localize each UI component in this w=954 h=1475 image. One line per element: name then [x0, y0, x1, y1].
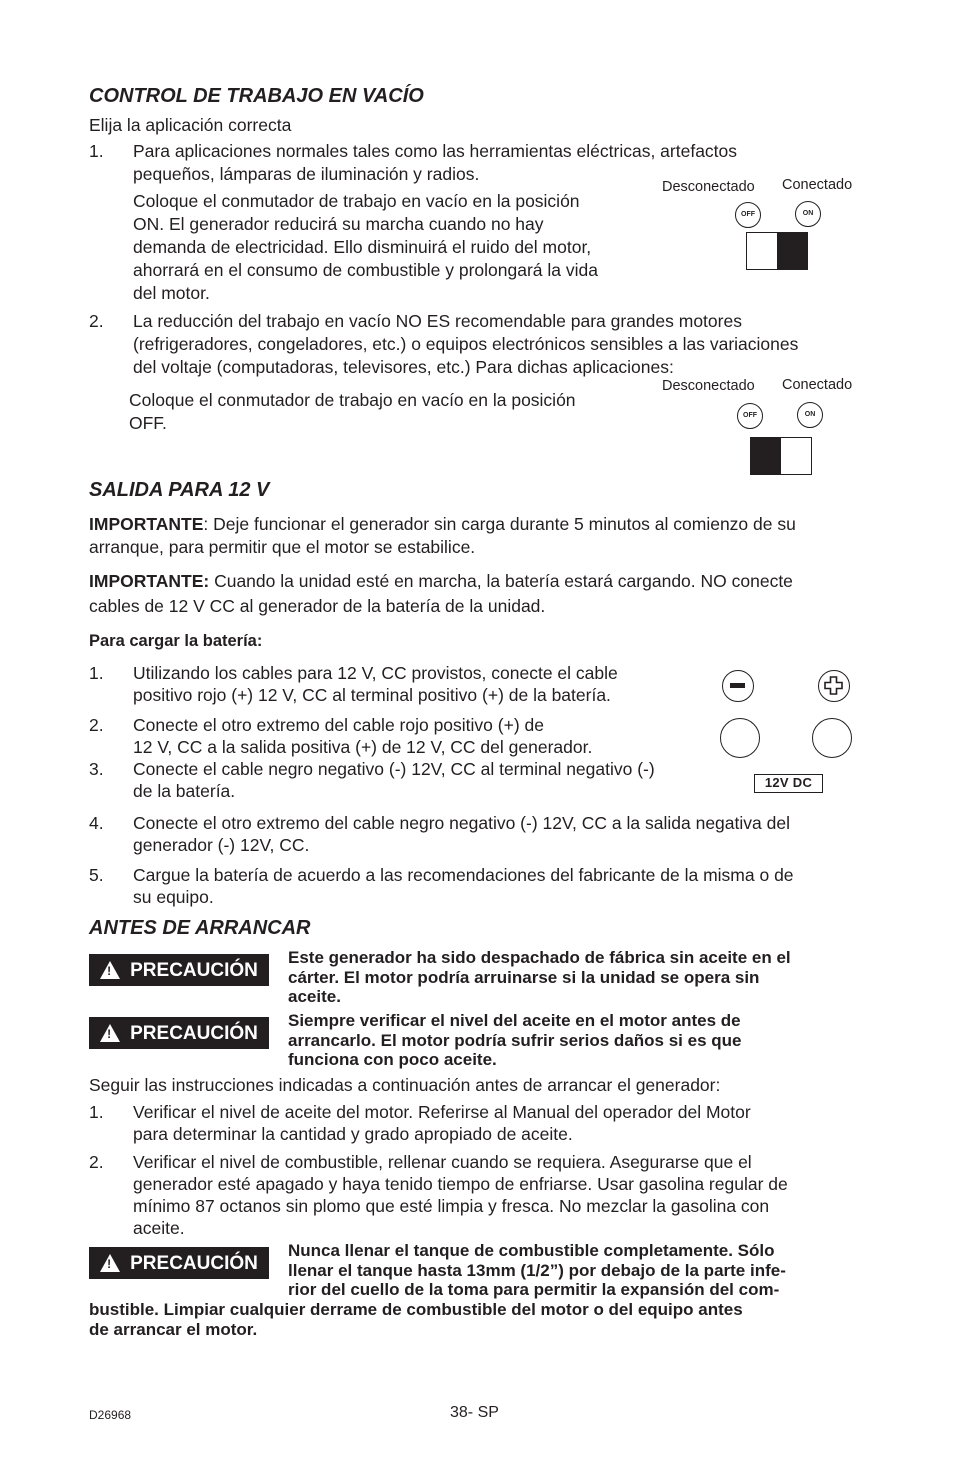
text-line: cables de 12 V CC al generador de la batería de la unidad.: [89, 596, 546, 616]
important-note: [89, 513, 879, 559]
text-line: su equipo.: [133, 887, 214, 907]
text-line: Cuando la unidad esté en marcha, la batería estará cargando. NO conecte: [209, 571, 793, 591]
rocker-switch-icon: [746, 232, 808, 270]
important-label: IMPORTANTE: [89, 514, 204, 534]
text-line: 12 V, CC a la salida positiva (+) de 12 V, CC del generador.: [133, 737, 593, 757]
section-heading-idle-control: CONTROL DE TRABAJO EN VACÍO: [89, 85, 424, 107]
dc-label: 12V DC: [754, 774, 823, 793]
caution-label: PRECAUCIÓN: [130, 1022, 258, 1044]
text-line: aceite.: [133, 1218, 185, 1238]
text-line: funciona con poco aceite.: [288, 1050, 497, 1069]
text-line: rior del cuello de la toma para permitir la expansión del com-: [288, 1280, 780, 1299]
text-line: Siempre verificar el nivel del aceite en el motor antes de: [288, 1011, 741, 1030]
text-line: Este generador ha sido despachado de fábrica sin aceite en el: [288, 948, 791, 967]
minus-icon: [722, 670, 754, 702]
list-item: [89, 662, 689, 708]
negative-terminal-icon: [720, 718, 760, 758]
caution-text-continued: [89, 1300, 879, 1339]
caution-text: [288, 948, 868, 1007]
plus-icon: [818, 670, 850, 702]
text-line: Utilizando los cables para 12 V, CC provistos, conecte el cable: [133, 663, 618, 683]
off-knob-icon: OFF: [735, 202, 761, 228]
subheading-charge-battery: Para cargar la batería:: [89, 632, 263, 650]
list-item: [89, 758, 709, 804]
text-line: llenar el tanque hasta 13mm (1/2”) por debajo de la parte infe-: [288, 1260, 786, 1280]
text-line: Conecte el otro extremo del cable rojo positivo (+) de: [133, 715, 544, 735]
text-line: aceite.: [288, 987, 341, 1006]
section-intro: Seguir las instrucciones indicadas a continuación antes de arrancar el generador:: [89, 1075, 721, 1095]
off-knob-icon: OFF: [737, 403, 763, 429]
list-number: 1.: [89, 141, 104, 161]
text-line: de arrancar el motor.: [89, 1319, 258, 1339]
text-line: : Deje funcionar el generador sin carga durante 5 minutos al comienzo de su: [203, 514, 796, 534]
text-line: Coloque el conmutador de trabajo en vacío en la posición: [129, 390, 576, 410]
caution-badge: [89, 1017, 269, 1049]
text-line: arrancarlo. El motor podría sufrir serios daños si es que: [288, 1030, 742, 1050]
text-line: arranque, para permitir que el motor se estabilice.: [89, 537, 476, 557]
text-line: de la batería.: [133, 781, 236, 801]
text-line: positivo rojo (+) 12 V, CC al terminal positivo (+) de la batería.: [133, 685, 611, 705]
text-line: Para aplicaciones normales tales como las herramientas eléctricas, artefactos: [133, 141, 738, 161]
text-line: bustible. Limpiar cualquier derrame de combustible del motor o del equipo antes: [89, 1300, 743, 1319]
text-line: Coloque el conmutador de trabajo en vacío en la posición: [133, 191, 580, 211]
caution-label: PRECAUCIÓN: [130, 959, 258, 981]
rocker-switch-icon: [750, 437, 812, 475]
warning-icon: !: [100, 1254, 120, 1272]
important-note: [89, 569, 879, 619]
text-line: OFF.: [129, 413, 167, 433]
label-disconnected: Desconectado: [662, 179, 755, 195]
text-line: Nunca llenar el tanque de combustible completamente. Sólo: [288, 1241, 775, 1260]
list-number: 2.: [89, 1152, 104, 1172]
caution-text: [288, 1011, 868, 1070]
text-line: cárter. El motor podría arruinarse si la unidad se opera sin: [288, 967, 760, 987]
text-line: ahorrará en el consumo de combustible y prolongará la vida: [133, 260, 598, 280]
text-line: mínimo 87 octanos sin plomo que esté limpia y fresca. No mezclar la gasolina con: [133, 1196, 770, 1216]
text-line: del motor.: [133, 283, 210, 303]
list-item: [89, 864, 869, 910]
text-line: para determinar la cantidad y grado apropiado de aceite.: [133, 1124, 573, 1144]
text-line: Cargue la batería de acuerdo a las recomendaciones del fabricante de la misma o de: [133, 865, 794, 885]
caution-badge: [89, 1247, 269, 1279]
warning-icon: !: [100, 961, 120, 979]
label-connected: Conectado: [782, 377, 853, 393]
list-number: 1.: [89, 1102, 104, 1122]
on-knob-icon: ON: [795, 201, 821, 227]
text-line: Conecte el cable negro negativo (-) 12V, CC al terminal negativo (-): [133, 759, 655, 779]
section-heading-before-starting: ANTES DE ARRANCAR: [89, 917, 311, 939]
text-line: Conecte el otro extremo del cable negro negativo (-) 12V, CC a la salida negativa del: [133, 813, 790, 833]
positive-terminal-icon: [812, 718, 852, 758]
list-item: [89, 1101, 869, 1147]
label-connected: Conectado: [782, 177, 853, 193]
text-line: Verificar el nivel de aceite del motor. Referirse al Manual del operador del Motor: [133, 1102, 751, 1122]
text-line: La reducción del trabajo en vacío NO ES recomendable para grandes motores: [133, 311, 742, 331]
text-line: generador (-) 12V, CC.: [133, 835, 310, 855]
doc-code: D26968: [89, 1408, 132, 1422]
text-line: pequeños, lámparas de iluminación y radios.: [133, 164, 480, 184]
section-heading-12v-output: SALIDA PARA 12 V: [89, 479, 270, 501]
text-line: Verificar el nivel de combustible, rellenar cuando se requiera. Asegurarse que el: [133, 1152, 752, 1172]
list-item: [89, 812, 869, 858]
text-line: generador esté apagado y haya tenido tiempo de enfriarse. Usar gasolina regular de: [133, 1174, 788, 1194]
list-number: 3.: [89, 759, 104, 779]
list-number: 5.: [89, 865, 104, 885]
text-line: (refrigeradores, congeladores, etc.) o equipos electrónicos sensibles a las variaciones: [133, 334, 799, 354]
caution-label: PRECAUCIÓN: [130, 1252, 258, 1274]
text-line: del voltaje (computadoras, televisores, etc.) Para dichas aplicaciones:: [133, 357, 674, 377]
list-item: [89, 714, 689, 760]
text-line: demanda de electricidad. Ello disminuirá el ruido del motor,: [133, 237, 592, 257]
on-knob-icon: ON: [797, 402, 823, 428]
warning-icon: !: [100, 1024, 120, 1042]
list-number: 1.: [89, 663, 104, 683]
list-item: [89, 1151, 869, 1241]
text-line: ON. El generador reducirá su marcha cuando no hay: [133, 214, 544, 234]
caution-badge: [89, 954, 269, 986]
section-intro: Elija la aplicación correcta: [89, 115, 292, 135]
list-number: 2.: [89, 715, 104, 735]
important-label: IMPORTANTE:: [89, 571, 210, 591]
label-disconnected: Desconectado: [662, 378, 755, 394]
list-number: 4.: [89, 813, 104, 833]
page-number: 38- SP: [450, 1404, 499, 1421]
list-number: 2.: [89, 311, 104, 331]
caution-text: [288, 1241, 868, 1300]
